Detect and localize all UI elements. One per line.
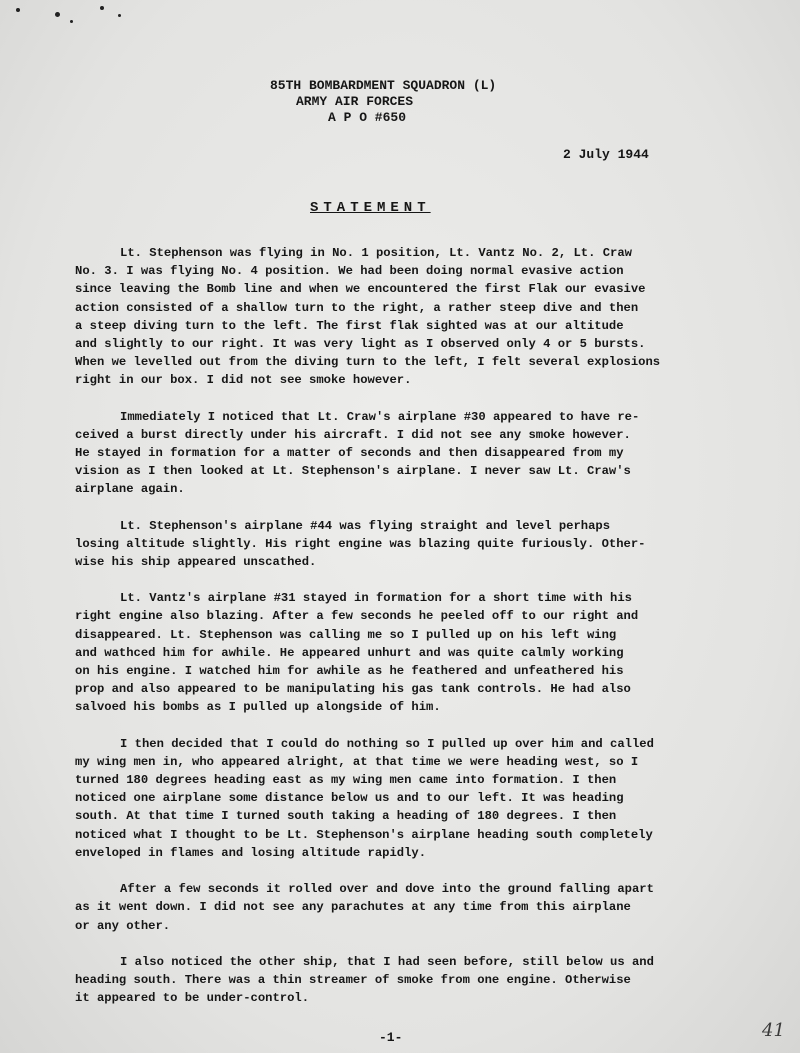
paragraph-line: or any other.: [75, 918, 171, 933]
statement-paragraph: [75, 735, 770, 862]
paragraph-line: When we levelled out from the diving turn to the left, I felt several explosions: [75, 355, 661, 370]
paragraph-line: right engine also blazing. After a few seconds he peeled off to our right and: [75, 609, 639, 624]
paragraph-line: right in our box. I did not see smoke however.: [75, 373, 412, 388]
paragraph-line: south. At that time I turned south taking a heading of 180 degrees. I then: [75, 809, 617, 824]
header-squadron: 85TH BOMBARDMENT SQUADRON (L): [270, 78, 497, 93]
paragraph-line: airplane again.: [75, 482, 185, 497]
statement-paragraph: [75, 408, 770, 499]
paragraph-line: enveloped in flames and losing altitude rapidly.: [75, 845, 427, 860]
statement-paragraph: [75, 589, 770, 716]
paragraph-line: After a few seconds it rolled over and dove into the ground falling apart: [120, 882, 654, 897]
ink-speck: [55, 12, 60, 17]
paragraph-line: He stayed in formation for a matter of seconds and then disappeared from my: [75, 446, 624, 461]
statement-paragraph: [75, 517, 770, 572]
paragraph-line: Lt. Stephenson was flying in No. 1 position, Lt. Vantz No. 2, Lt. Craw: [120, 246, 632, 260]
paragraph-line: No. 3. I was flying No. 4 position. We had been doing normal evasive action: [75, 264, 624, 279]
ink-speck: [70, 20, 73, 23]
statement-paragraph: [75, 244, 770, 390]
ink-speck: [100, 6, 104, 10]
header-army-air-forces: ARMY AIR FORCES: [296, 94, 414, 109]
ink-speck: [16, 8, 20, 12]
paragraph-line: noticed one airplane some distance below us and to our left. It was heading: [75, 791, 624, 806]
paragraph-line: it appeared to be under-control.: [75, 991, 310, 1006]
document-title: STATEMENT: [310, 200, 431, 216]
paragraph-line: disappeared. Lt. Stephenson was calling me so I pulled up on his left wing: [75, 627, 617, 642]
statement-paragraph: [75, 953, 770, 1008]
paragraph-line: a steep diving turn to the left. The first flak sighted was at our altitude: [75, 318, 624, 333]
document-date: 2 July 1944: [563, 147, 649, 162]
paragraph-line: noticed what I thought to be Lt. Stephenson's airplane heading south completely: [75, 827, 653, 842]
paragraph-line: I also noticed the other ship, that I had seen before, still below us and: [120, 954, 654, 969]
paragraph-line: salvoed his bombs as I pulled up alongside of him.: [75, 700, 441, 715]
paragraph-line: since leaving the Bomb line and when we encountered the first Flak our evasive: [75, 282, 646, 297]
paragraph-line: Lt. Stephenson's airplane #44 was flying straight and level perhaps: [120, 518, 611, 533]
paragraph-line: losing altitude slightly. His right engine was blazing quite furiously. Other-: [75, 536, 646, 551]
paragraph-line: turned 180 degrees heading east as my wing men came into formation. I then: [75, 773, 617, 788]
paragraph-line: and wathced him for awhile. He appeared unhurt and was quite calmly working: [75, 645, 624, 660]
paragraph-line: action consisted of a shallow turn to the right, a rather steep dive and then: [75, 300, 639, 315]
paragraph-line: my wing men in, who appeared alright, at that time we were heading west, so I: [75, 754, 639, 769]
handwritten-page-number: 41: [762, 1020, 785, 1041]
paragraph-line: prop and also appeared to be manipulating his gas tank controls. He had also: [75, 682, 631, 697]
paragraph-line: wise his ship appeared unscathed.: [75, 555, 317, 570]
statement-body: [75, 244, 770, 1025]
paragraph-line: as it went down. I did not see any parachutes at any time from this airplane: [75, 900, 631, 915]
statement-paragraph: [75, 880, 770, 935]
paragraph-line: vision as I then looked at Lt. Stephenson's airplane. I never saw Lt. Craw's: [75, 464, 631, 479]
paragraph-line: Lt. Vantz's airplane #31 stayed in formation for a short time with his: [120, 591, 632, 606]
paragraph-line: heading south. There was a thin streamer of smoke from one engine. Otherwise: [75, 972, 631, 987]
ink-speck: [118, 14, 121, 17]
header-apo: A P O #650: [328, 110, 407, 125]
paragraph-line: and slightly to our right. It was very light as I observed only 4 or 5 bursts.: [75, 337, 646, 352]
paragraph-line: Immediately I noticed that Lt. Craw's airplane #30 appeared to have re-: [120, 409, 640, 424]
paragraph-line: on his engine. I watched him for awhile as he feathered and unfeathered his: [75, 664, 624, 679]
paragraph-line: I then decided that I could do nothing so I pulled up over him and called: [120, 736, 654, 751]
document-header: [200, 78, 580, 126]
page-number: -1-: [379, 1030, 403, 1045]
paragraph-line: ceived a burst directly under his aircraft. I did not see any smoke however.: [75, 427, 631, 442]
